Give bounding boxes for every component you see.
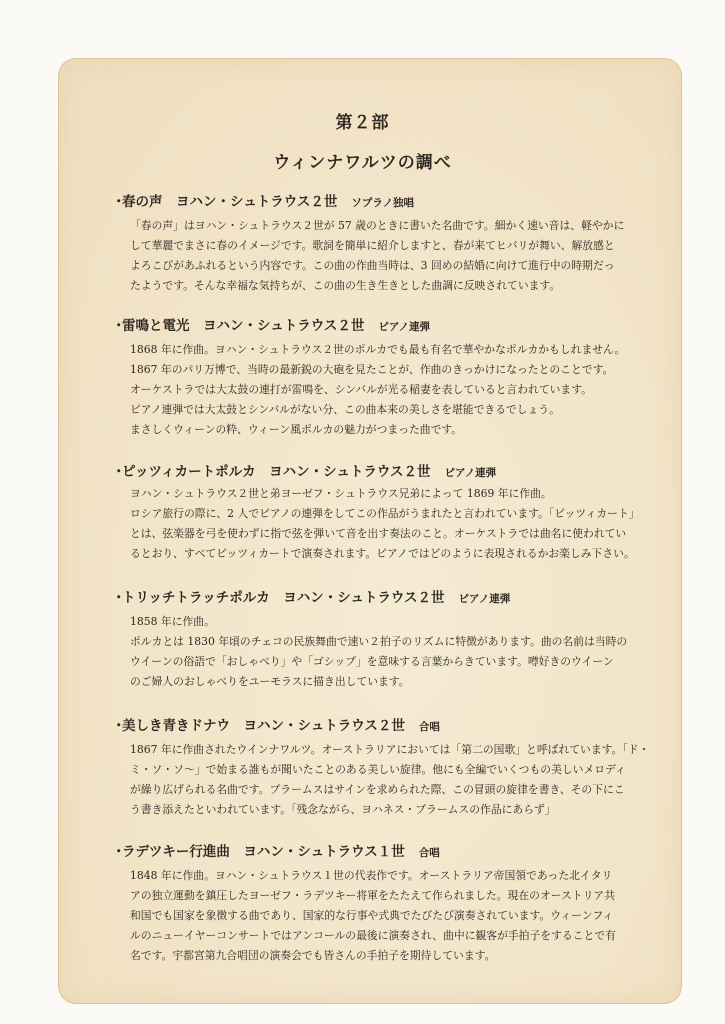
piece-description bbox=[112, 612, 672, 692]
piece-performance: 合唱 bbox=[418, 847, 440, 859]
description-line: ヨハン・シュトラウス２世と弟ヨーゼフ・シュトラウス兄弟によって 1869 年に作曲。 bbox=[130, 487, 552, 500]
piece-heading bbox=[112, 462, 672, 482]
piece-performance: 合唱 bbox=[418, 721, 440, 733]
description-line: たようです。そんな幸福な気持ちが、この曲の生き生きとした曲調に反映されています。 bbox=[130, 279, 561, 292]
description-line: まさしくウィーンの粋、ウィーン風ポルカの魅力がつまった曲です。 bbox=[130, 423, 463, 436]
piece-title: 春の声 bbox=[122, 194, 163, 210]
piece-title: ラデツキー行進曲 bbox=[122, 844, 230, 860]
bullet: ・ bbox=[112, 590, 126, 606]
piece-performance: ピアノ連弾 bbox=[458, 593, 511, 605]
bullet: ・ bbox=[112, 718, 126, 734]
description-line: 1867 年に作曲されたウインナワルツ。オーストラリアにおいては「第二の国歌」と呼ばれています。「ド・ bbox=[130, 743, 650, 756]
piece-title: トリッチトラッチポルカ bbox=[122, 590, 270, 606]
description-line: ミ・ソ・ソ〜」で始まる誰もが聞いたことのある美しい旋律。他にも全編でいくつもの美しいメロディ bbox=[130, 763, 626, 776]
description-line: ピアノ連弾では大太鼓とシンバルがない分、この曲本来の美しさを堪能できるでしょう。 bbox=[130, 403, 560, 416]
piece-composer: ヨハン・シュトラウス２世 bbox=[283, 590, 445, 606]
piece-title: 美しき青きドナウ bbox=[122, 718, 230, 734]
description-line: アの独立運動を鎮圧したヨーゼフ・ラデツキー将軍をたたえて作られました。現在のオーストリア共 bbox=[130, 889, 615, 902]
description-line: とは、弦楽器を弓を使わずに指で弦を弾いて音を出す奏法のこと。オーケストラでは曲名に使われてい bbox=[130, 527, 627, 540]
piece-tritsch-tratsch-polka bbox=[112, 588, 672, 692]
piece-performance: ピアノ連弾 bbox=[444, 467, 497, 479]
description-line: 1858 年に作曲。 bbox=[130, 615, 215, 628]
description-line: ルのニューイヤーコンサートではアンコールの最後に演奏され、曲中に観客が手拍子をすることで有 bbox=[130, 929, 616, 942]
bullet: ・ bbox=[112, 194, 126, 210]
description-line: 1867 年のパリ万博で、当時の最新鋭の大砲を見たことが、作曲のきっかけになったとのことです。 bbox=[130, 363, 614, 376]
piece-description bbox=[112, 866, 672, 966]
piece-description bbox=[112, 740, 672, 820]
piece-composer: ヨハン・シュトラウス２世 bbox=[269, 464, 431, 480]
description-line: 和国でも国家を象徴する曲であり、国家的な行事や式典でたびたび演奏されています。ウィーンフィ bbox=[130, 909, 614, 922]
piece-pizzicato-polka bbox=[112, 462, 672, 564]
piece-heading bbox=[112, 588, 672, 608]
description-line: オーケストラでは大太鼓の連打が雷鳴を、シンバルが光る稲妻を表していると言われています。 bbox=[130, 383, 592, 396]
piece-haru-no-koe bbox=[112, 192, 672, 296]
description-line: が繰り広げられる名曲です。ブラームスはサインを求められた際、この冒頭の旋律を書き、その下にこ bbox=[130, 783, 625, 796]
description-line: 「春の声」はヨハン・シュトラウス２世が 57 歳のときに書いた名曲です。細かく速い音は、軽やかに bbox=[130, 219, 625, 232]
description-line: よろこびがあふれるという内容です。この曲の作曲当時は、3 回めの結婚に向けて進行中の時期だっ bbox=[130, 259, 615, 272]
piece-composer: ヨハン・シュトラウス２世 bbox=[203, 318, 365, 334]
description-line: ポルカとは 1830 年頃のチェコの民族舞曲で速い２拍子のリズムに特徴があります。曲の名前は当時の bbox=[130, 635, 628, 648]
description-line: るとおり、すべてピッツィカートで演奏されます。ピアノではどのように表現されるかお楽しみ下さい。 bbox=[130, 547, 635, 560]
description-line: のご婦人のおしゃべりをユーモラスに描き出しています。 bbox=[130, 675, 410, 688]
piece-heading bbox=[112, 192, 672, 212]
piece-performance: ソプラノ独唱 bbox=[351, 197, 415, 209]
description-line: 1868 年に作曲。ヨハン・シュトラウス２世のポルカでも最も有名で華やかなポルカかもしれません。 bbox=[130, 343, 626, 356]
description-line: ウイーンの俗語で「おしゃべり」や「ゴシップ」を意味する言葉からきています。噂好きのウイーン bbox=[130, 655, 614, 668]
bullet: ・ bbox=[112, 318, 126, 334]
piece-title: ピッツィカートポルカ bbox=[122, 464, 256, 480]
piece-performance: ピアノ連弾 bbox=[378, 321, 430, 333]
description-line: 名です。宇都宮第九合唱団の演奏会でも皆さんの手拍子を期待しています。 bbox=[130, 949, 496, 962]
description-line: う書き添えたといわれています。「残念ながら、ヨハネス・ブラームスの作品にあらず」 bbox=[130, 803, 556, 816]
part-heading: 第２部 bbox=[335, 113, 390, 133]
program-title: ウィンナワルツの調べ bbox=[273, 153, 452, 173]
piece-heading bbox=[112, 842, 672, 862]
description-line: して華麗でまさに春のイメージです。歌詞を簡単に紹介しますと、春が来てヒバリが舞い、解放感と bbox=[130, 239, 615, 252]
piece-title: 雷鳴と電光 bbox=[122, 318, 190, 334]
bullet: ・ bbox=[112, 844, 126, 860]
piece-heading bbox=[112, 716, 672, 736]
piece-description bbox=[112, 340, 672, 440]
piece-composer: ヨハン・シュトラウス２世 bbox=[176, 194, 338, 210]
piece-description bbox=[112, 216, 672, 296]
description-line: 1848 年に作曲。ヨハン・シュトラウス１世の代表作です。オーストラリア帝国領であった北イタリ bbox=[130, 869, 613, 882]
piece-description bbox=[112, 484, 672, 564]
piece-composer: ヨハン・シュトラウス２世 bbox=[243, 718, 405, 734]
piece-composer: ヨハン・シュトラウス１世 bbox=[243, 844, 405, 860]
piece-radetzky-march bbox=[112, 842, 672, 966]
piece-blue-danube bbox=[112, 716, 672, 820]
description-line: ロシア旅行の際に、2 人でピアノの連弾をしてこの作品がうまれたと言われています。「ピッツィカート」 bbox=[130, 507, 640, 520]
bullet: ・ bbox=[112, 464, 126, 480]
piece-raimei-to-denko bbox=[112, 316, 672, 440]
piece-heading bbox=[112, 316, 672, 336]
